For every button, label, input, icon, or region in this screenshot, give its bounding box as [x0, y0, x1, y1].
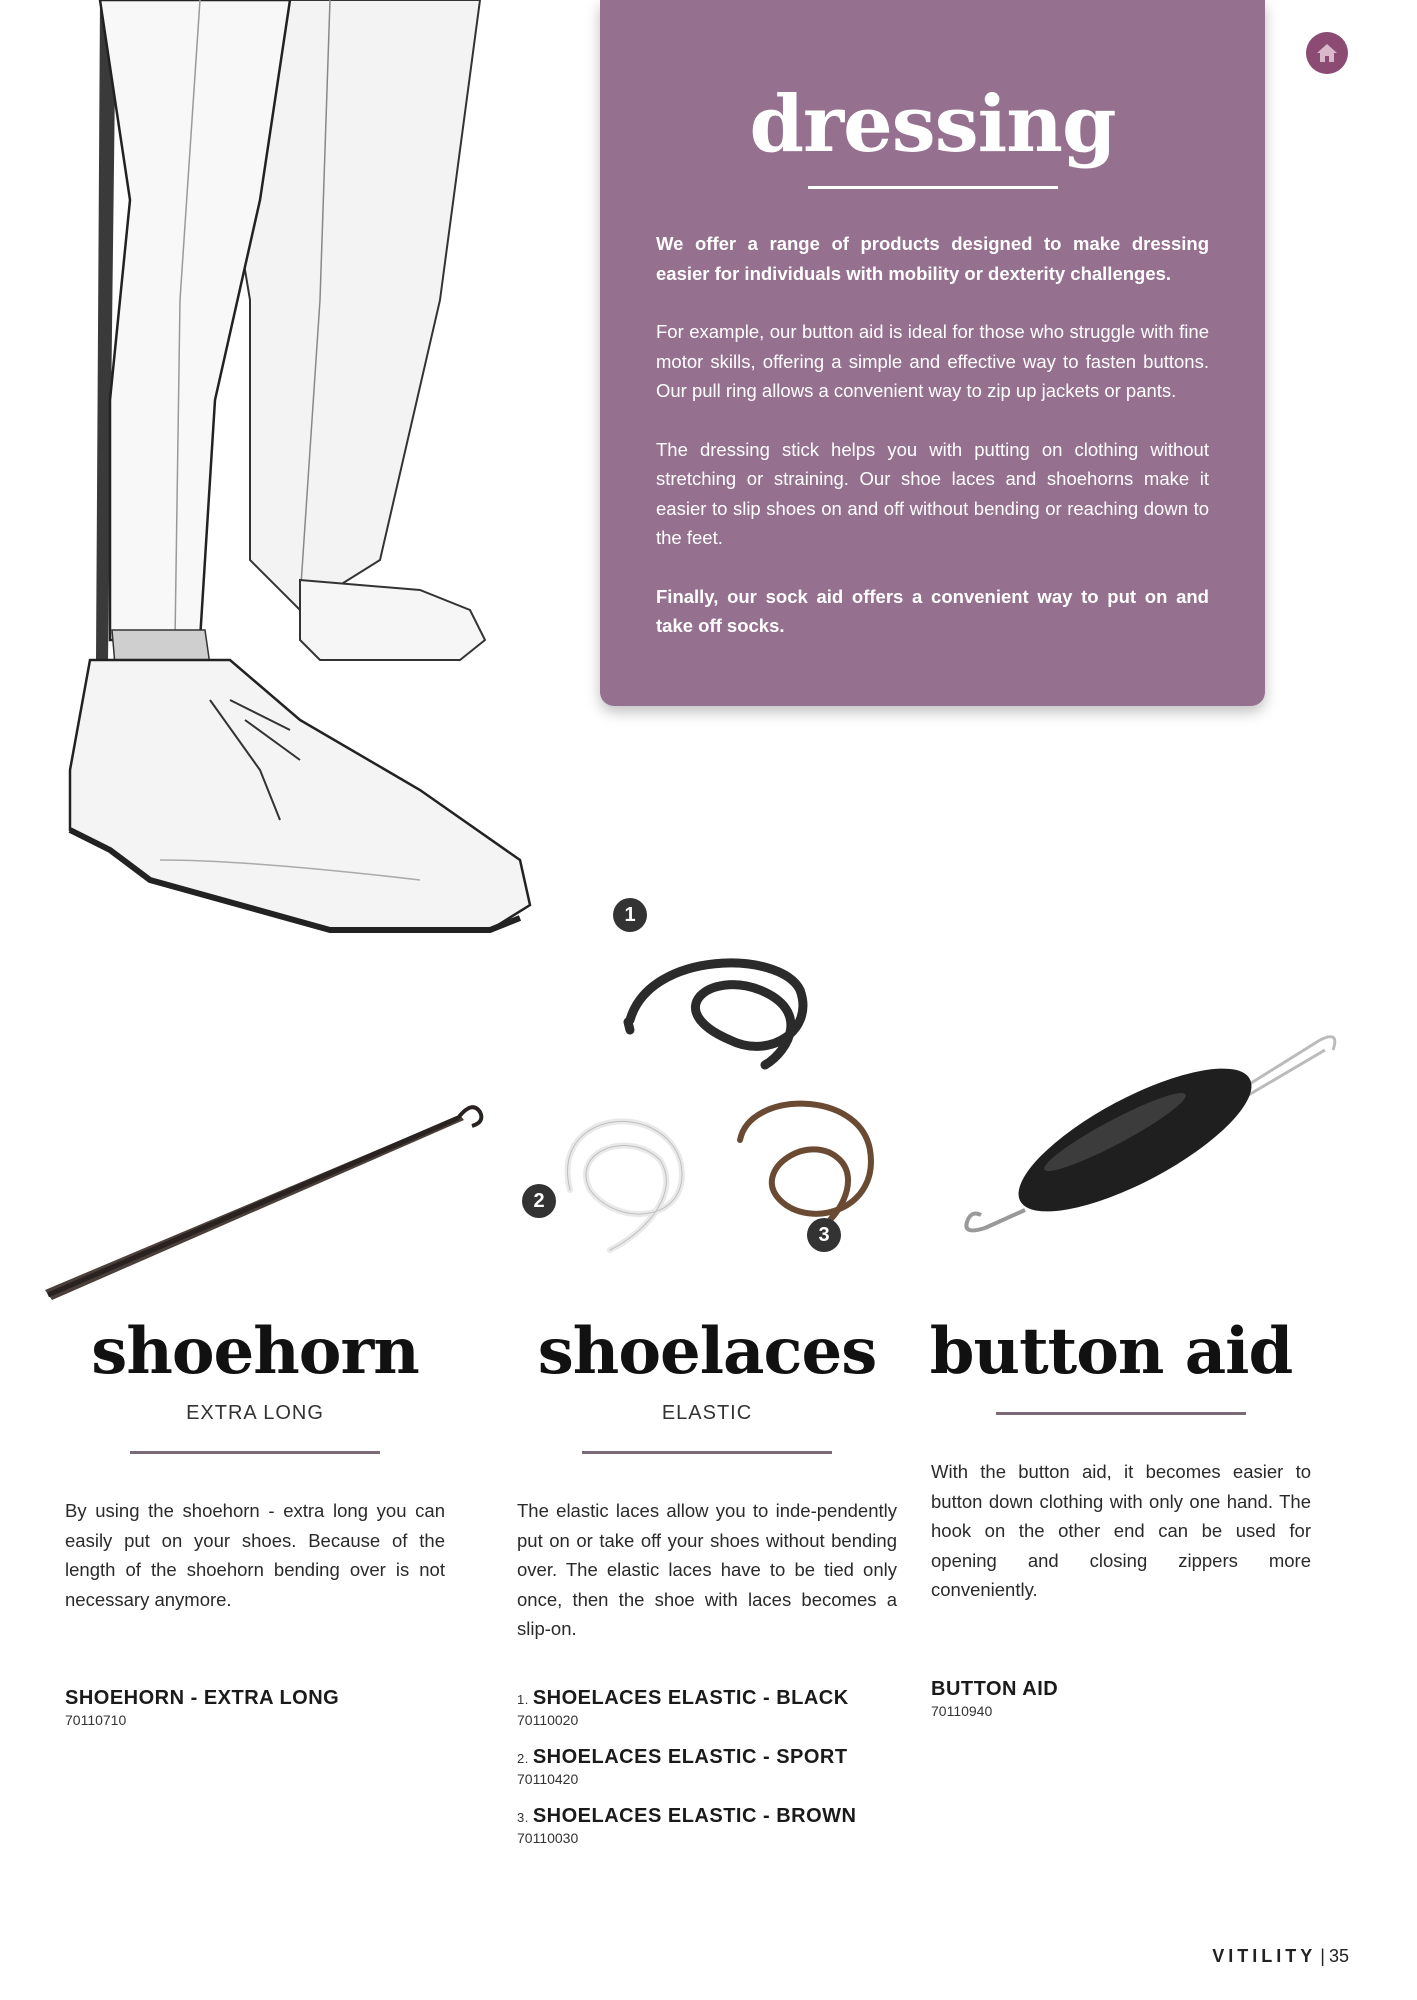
product-name: SHOEHORN - EXTRA LONG [65, 1687, 340, 1709]
home-icon [1315, 42, 1339, 64]
intro-paragraph-1: We offer a range of products designed to make dressing easier for individuals with mobility or dexterity challenges. [656, 233, 1209, 284]
product-item [517, 1746, 897, 1787]
shoelaces-subtitle: ELASTIC [661, 1402, 753, 1424]
badge-3: 3 [807, 1218, 841, 1252]
badge-2: 2 [522, 1184, 556, 1218]
shoelaces-divider [582, 1451, 832, 1454]
shoehorn-section [65, 1314, 445, 1746]
home-button[interactable] [1306, 32, 1348, 74]
intro-panel [600, 0, 1265, 706]
shoehorn-description: By using the shoehorn - extra long you can easily put on your shoes. Because of the length of the shoehorn bending over is not necessary anymore. [65, 1500, 445, 1610]
button-aid-image [935, 910, 1355, 1330]
button-aid-section [929, 1314, 1311, 1737]
intro-paragraph-3: The dressing stick helps you with putting on clothing without stretching or straining. Our shoe laces and shoehorns make it easier to slip shoes on and off without bending or reaching down to the feet. [656, 438, 1209, 548]
product-code: 70110420 [517, 1770, 579, 1787]
badge-1: 1 [613, 898, 647, 932]
product-code: 70110030 [517, 1829, 579, 1846]
button-aid-title: button aid [929, 1314, 1293, 1389]
product-number: 3. [517, 1809, 529, 1825]
product-code: 70110020 [517, 1711, 579, 1728]
title-divider [808, 186, 1058, 189]
footer-separator: | [1320, 1946, 1325, 1966]
shoelaces-description: The elastic laces allow you to inde-pendently put on or take off your shoes without bending over. The elastic laces have to be tied only once, then the shoe with laces becomes a slip-on. [517, 1500, 897, 1639]
product-item [931, 1678, 1311, 1719]
product-number: 2. [517, 1750, 529, 1766]
product-item [517, 1687, 897, 1728]
shoelaces-title: shoelaces [537, 1314, 877, 1389]
page-title: dressing [749, 79, 1116, 170]
product-number: 1. [517, 1691, 529, 1707]
shoehorn-divider [130, 1451, 380, 1454]
shoehorn-title: shoehorn [91, 1314, 419, 1389]
button-aid-product-list [931, 1678, 1311, 1719]
intro-paragraph-4: Finally, our sock aid offers a convenient way to put on and take off socks. [656, 585, 1209, 636]
shoelaces-image [510, 890, 910, 1290]
brand-name: VITILITY [1212, 1946, 1317, 1966]
page-number: 35 [1328, 1946, 1349, 1966]
product-code: 70110710 [65, 1712, 127, 1728]
leg-shoe-illustration [0, 0, 540, 960]
shoehorn-subtitle: EXTRA LONG [186, 1402, 324, 1424]
shoelaces-product-list [517, 1687, 897, 1846]
product-name: SHOELACES ELASTIC - BLACK [532, 1686, 849, 1709]
product-name: SHOELACES ELASTIC - SPORT [532, 1745, 848, 1768]
product-code: 70110940 [931, 1702, 993, 1719]
shoehorn-product-list [65, 1687, 445, 1728]
page-footer [1212, 1946, 1349, 1967]
product-item [65, 1687, 445, 1728]
product-name: BUTTON AID [931, 1677, 1059, 1700]
shoehorn-image [40, 1090, 490, 1310]
button-aid-divider [996, 1412, 1246, 1415]
intro-paragraph-2: For example, our button aid is ideal for those who struggle with fine motor skills, offering a simple and effective way to fasten buttons. Our pull ring allows a convenient way to zip up jackets or pants. [656, 321, 1209, 401]
button-aid-description: With the button aid, it becomes easier to button down clothing with only one hand. The hook on the other end can be used for opening and closing zippers more conveniently. [931, 1461, 1311, 1600]
product-name: SHOELACES ELASTIC - BROWN [532, 1804, 857, 1827]
shoelaces-section [517, 1314, 897, 1864]
product-item [517, 1805, 897, 1846]
